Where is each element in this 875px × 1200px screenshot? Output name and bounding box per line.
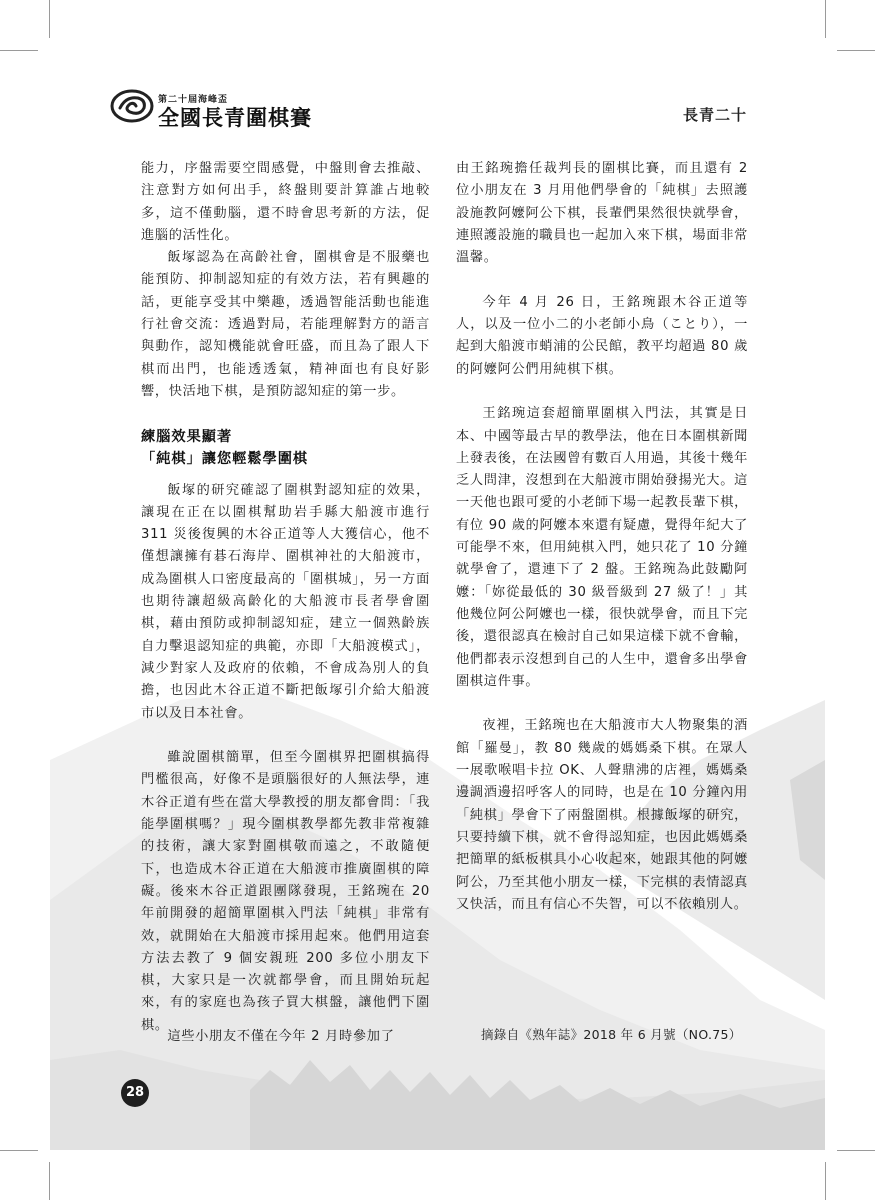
swirl-logo-icon — [110, 88, 154, 124]
paragraph: 飯塚的研究確認了圍棋對認知症的效果，讓現在正在以圍棋幫助岩手縣大船渡市進行 311 災後復興的木谷正道等人大獲信心，他不僅想讓擁有碁石海岸、圍棋神社的大船渡市，成為圍棋人口密度最高的「圍棋城」，另一方面也期待讓超級高齡化的大船渡市長者學會圍棋，藉由預防或抑制認知症，建立一個熟齡族自力擊退認知症的典範，亦即「大船渡模式」，減少對家人及政府的依賴，不會成為別人的負擔，也因此木谷正道不斷把飯塚引介給大船渡市以及日本社會。 — [141, 482, 430, 721]
paragraph: 雖說圍棋簡單，但至今圍棋界把圍棋搞得門檻很高，好像不是頭腦很好的人無法學，連木谷正道有些在當大學教授的朋友都會問：「我能學圍棋嗎？」現今圍棋教學都先教非常複雜的技術，讓大家對圍棋敬而遠之，不敢隨便下，也造成木谷正道在大船渡市推廣圍棋的障礙。後來木谷正道跟團隊發現，王銘琬在 20 年前開發的超簡單圍棋入門法「純棋」非常有效，就開始在大船渡市採用起來。他們用這套方法去教了 9 個安親班 200 多位小朋友下棋，大家只是一次就都學會，而且開始玩起來，有的家庭也為孩子買大棋盤，讓他們下圍棋。 — [141, 750, 430, 1033]
paragraph: 能力，序盤需要空間感覺，中盤則會去推敲、注意對方如何出手，終盤則要計算誰占地較多，這不僅動腦，還不時會思考新的方法，促進腦的活性化。 — [141, 161, 430, 243]
page-number-badge: 28 — [121, 1079, 149, 1107]
section-label: 長青二十 — [682, 106, 747, 124]
left-column — [141, 158, 430, 1037]
right-column — [456, 158, 748, 916]
magazine-title: 全國長青圍棋賽 — [158, 106, 312, 130]
section-heading-line1: 練腦效果顯著 — [141, 428, 233, 445]
paragraph: 夜裡，王銘琬也在大船渡市大人物聚集的酒館「羅曼」，教 80 幾歲的媽媽桑下棋。在眾人一展歌喉唱卡拉 OK、人聲鼎沸的店裡，媽媽桑邊調酒邊招呼客人的同時，也是在 10 分鐘內用「純棋」學會下了兩盤圍棋。根據飯塚的研究，只要持續下棋，就不會得認知症，也因此媽媽桑把簡單的紙板棋具小心收起來，她跟其他的阿嬤阿公，乃至其他小朋友一樣，下完棋的表情認真又快活，而且有信心不失智，可以不依賴別人。 — [456, 718, 748, 912]
edition-label: 第二十屆海峰盃 — [158, 95, 229, 105]
source-credit: 摘錄自《熟年誌》2018 年 6 月號（NO.75） — [481, 1027, 742, 1042]
paragraph: 今年 4 月 26 日，王銘琬跟木谷正道等人，以及一位小二的小老師小鳥（ことり），一起到大船渡市蛸浦的公民館，教平均超過 80 歲的阿嬤阿公們用純棋下棋。 — [456, 294, 748, 377]
section-heading-line2: 「純棋」讓您輕鬆學圍棋 — [141, 450, 309, 467]
continued-line: 這些小朋友不僅在今年 2 月時參加了 — [167, 1029, 395, 1044]
paragraph: 飯塚認為在高齡社會，圍棋會是不服藥也能預防、抑制認知症的有效方法，若有興趣的話，更能享受其中樂趣，透過智能活動也能進行社會交流：透過對局，若能理解對方的語言與動作，認知機能就會旺盛，而且為了跟人下棋而出門，也能透透氣，精神面也有良好影響，快活地下棋，是預防認知症的第一步。 — [141, 250, 430, 399]
paragraph: 王銘琬這套超簡單圍棋入門法，其實是日本、中國等最古早的教學法，他在日本圍棋新聞上發表後，在法國曾有數百人用過，其後十幾年乏人問津，沒想到在大船渡市開始發揚光大。這一天他也跟可愛的小老師下場一起教長輩下棋，有位 90 歲的阿嬤本來還有疑慮，覺得年紀大了可能學不來，但用純棋入門，她只花了 10 分鐘就學會了，還連下了 2 盤。王銘琬為此鼓勵阿嬤：「妳從最低的 30 級晉級到 27 級了！」其他幾位阿公阿嬤也一樣，很快就學會，而且下完後，還很認真在檢討自己如果這樣下就不會輸，他們都表示沒想到自己的人生中，還會多出學會圍棋這件事。 — [456, 406, 748, 689]
paragraph: 由王銘琬擔任裁判長的圍棋比賽，而且還有 2 位小朋友在 3 月用他們學會的「純棋」去照護設施教阿嬤阿公下棋，長輩們果然很快就學會，連照護設施的職員也一起加入來下棋，場面非常溫馨。 — [456, 161, 748, 266]
